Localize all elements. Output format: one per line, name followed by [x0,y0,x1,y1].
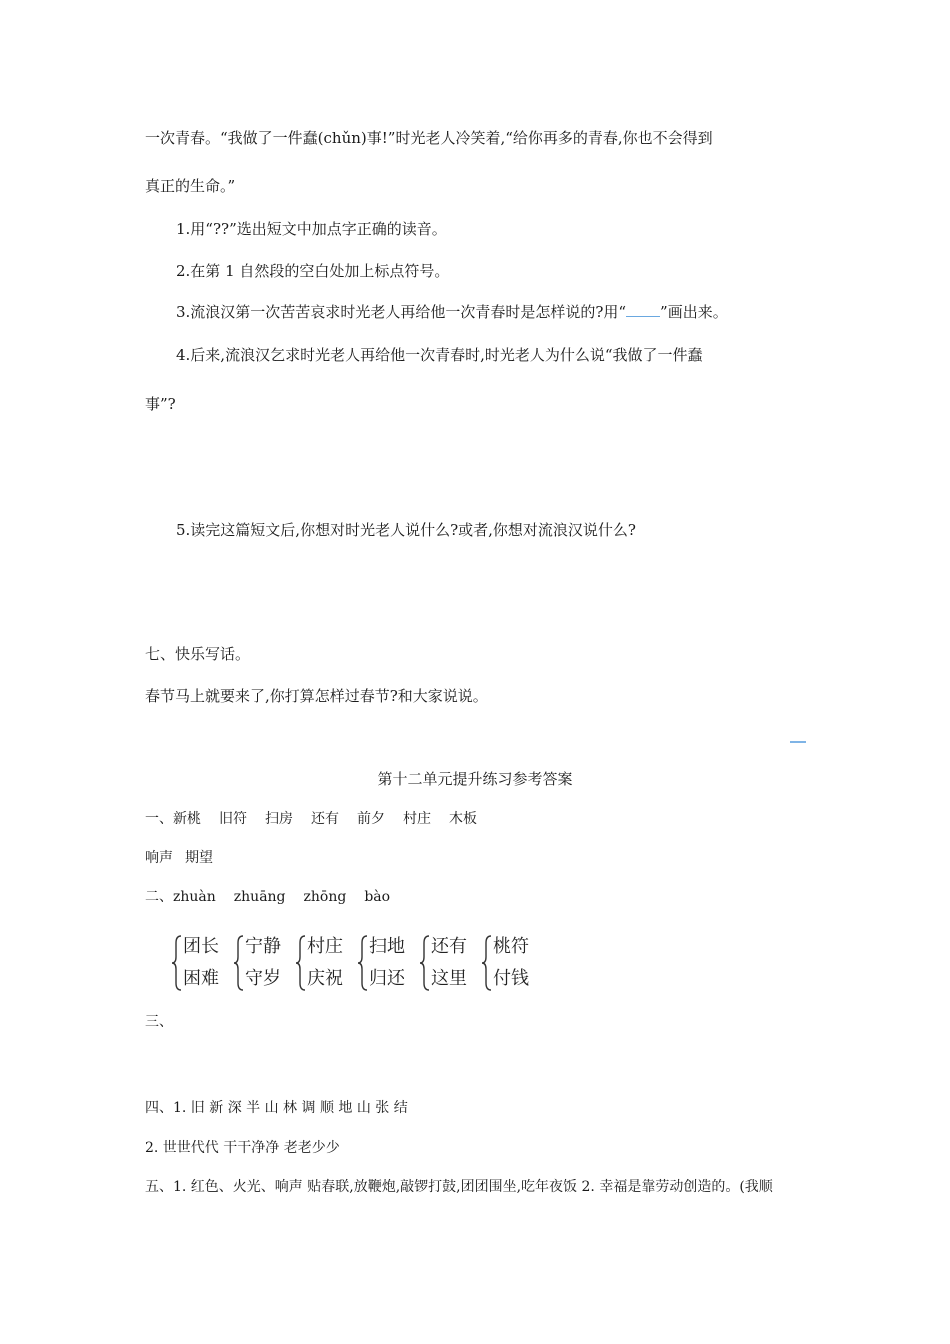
brace-icon [172,935,182,991]
brace-icon [482,935,492,991]
blue-mark [790,741,806,743]
answer-1-label: 一、 [145,811,173,827]
answer-4-line-1: 四、1. 旧 新 深 半 山 林 调 顺 地 山 张 结 [145,1100,408,1116]
word-pair-top: 还有 [431,936,467,957]
question-2: 2.在第 1 自然段的空白处加上标点符号。 [176,262,450,280]
question-5: 5.读完这篇短文后,你想对时光老人说什么?或者,你想对流浪汉说什么? [176,521,636,539]
passage-line-1: 一次青春。“我做了一件蠢(chǔn)事!”时光老人冷笑着,“给你再多的青春,你也不会得到 [145,129,713,147]
word-pair-bottom: 这里 [431,968,467,989]
word-pair-top: 桃符 [493,936,529,957]
answer-2-line [145,887,390,907]
word-pair-top: 扫地 [369,936,405,957]
question-4-line-1: 4.后来,流浪汉乞求时光老人再给他一次青春时,时光老人为什么说“我做了一件蠢 [176,346,703,364]
answers-title: 第十二单元提升练习参考答案 [377,770,573,788]
answer-4-line-2: 2. 世世代代 干干净净 老老少少 [145,1140,340,1156]
underline-blank [626,304,660,317]
pinyin-answer: zhuāng [233,889,286,905]
word-pair-top: 宁静 [245,936,281,957]
answer-1-word: 期望 [185,850,213,866]
word-pair-top: 村庄 [307,936,343,957]
passage-line-2: 真正的生命。” [145,177,236,195]
answer-1-word: 旧符 [219,811,247,827]
word-pair-bottom: 困难 [183,968,219,989]
word-pair-bottom: 庆祝 [307,968,343,989]
answer-1-line-1 [145,809,477,829]
pinyin-answer: bào [364,889,391,905]
answer-1-word: 木板 [449,811,477,827]
section-7-heading: 七、快乐写话。 [145,645,251,663]
answer-1-word: 前夕 [357,811,385,827]
word-pair-top: 团长 [183,936,219,957]
pinyin-answer: zhuàn [173,889,216,905]
brace-icon [358,935,368,991]
answer-1-word: 村庄 [403,811,431,827]
answer-1-line-2 [145,848,213,868]
answer-1-word: 新桃 [173,811,201,827]
answer-1-word: 响声 [145,850,173,866]
answer-1-word: 扫房 [265,811,293,827]
answer-5-line: 五、1. 红色、火光、响声 贴春联,放鞭炮,敲锣打鼓,团团围坐,吃年夜饭 2. 幸福是靠劳动创造的。(我顺 [145,1179,773,1195]
answer-1-word: 还有 [311,811,339,827]
pinyin-answer: zhōng [303,889,347,905]
brace-icon [234,935,244,991]
word-pair-bottom: 守岁 [245,968,281,989]
question-4-line-2: 事”? [145,395,176,413]
question-3-text: 3.流浪汉第一次苦苦哀求时光老人再给他一次青春时是怎样说的?用“ [176,303,627,321]
word-pair-bottom: 归还 [369,968,405,989]
question-1: 1.用“??”选出短文中加点字正确的读音。 [176,220,447,238]
brace-icon [420,935,430,991]
question-3 [176,302,728,322]
word-pair-bottom: 付钱 [493,968,529,989]
brace-icon [296,935,306,991]
section-7-prompt: 春节马上就要来了,你打算怎样过春节?和大家说说。 [145,687,488,705]
answer-3-label: 三、 [145,1014,173,1030]
answer-2-label: 二、 [145,889,173,905]
question-3-suffix: ”画出来。 [660,303,728,321]
